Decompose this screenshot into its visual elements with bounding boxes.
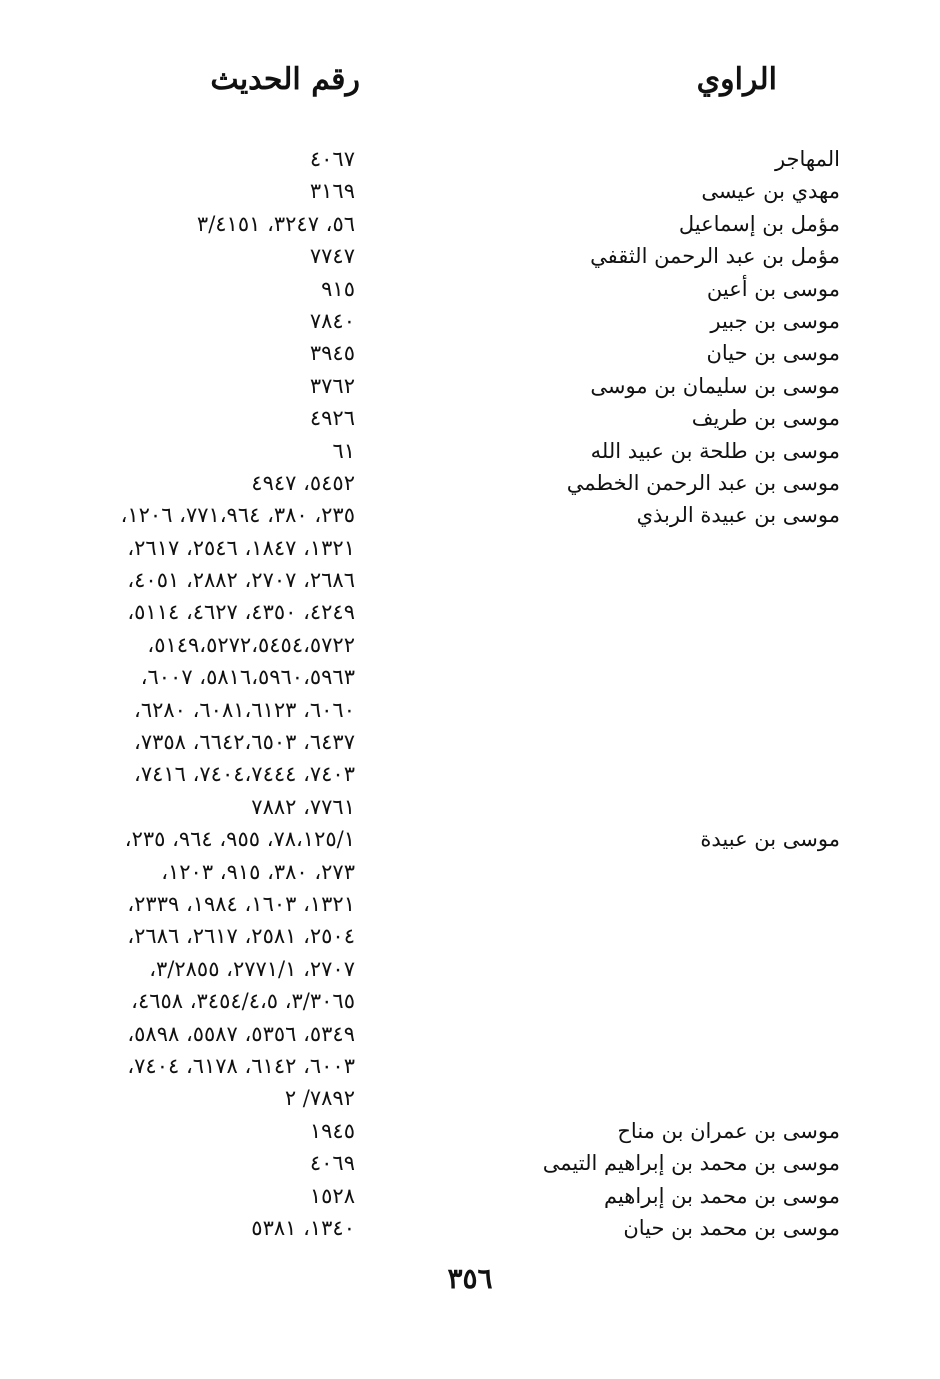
hadith-numbers: ٦١ xyxy=(332,438,355,463)
hadith-numbers: ٧٧٤٧ xyxy=(309,244,355,269)
narrator-name: موسى بن طريف xyxy=(691,406,840,431)
hadith-numbers: ٦٠٦٠، ٦٠٨١،٦١٢٣، ٦٢٨٠، xyxy=(134,697,355,722)
narrator-name: موسى بن حيان xyxy=(706,341,840,366)
index-row xyxy=(0,532,940,564)
index-row xyxy=(0,273,940,305)
index-row xyxy=(0,888,940,920)
narrator-name: موسى بن سليمان بن موسى xyxy=(590,373,840,398)
hadith-numbers: ٢٦٨٦، ٢٧٠٧، ٢٨٨٢، ٤٠٥١، xyxy=(127,568,355,593)
hadith-numbers: ١٣٢١، ١٦٠٣، ١٩٨٤، ٢٣٣٩، xyxy=(127,891,355,916)
index-row xyxy=(0,208,940,240)
hadith-numbers: ٤٩٢٦ xyxy=(309,406,355,431)
hadith-numbers: ٣١٦٩ xyxy=(309,179,355,204)
hadith-numbers: ٧٨٩٢/ ٢ xyxy=(284,1086,355,1111)
index-row xyxy=(0,791,940,823)
hadith-numbers: ٤٢٤٩، ٤٣٥٠، ٤٦٢٧، ٥١١٤، xyxy=(127,600,355,625)
hadith-numbers: ٣٩٤٥ xyxy=(309,341,355,366)
narrator-name: مؤمل بن إسماعيل xyxy=(678,211,840,236)
index-row xyxy=(0,467,940,499)
hadith-numbers: ٢٧٣، ٣٨٠، ٩١٥، ١٢٠٣، xyxy=(161,859,355,884)
hadith-numbers: ٥٦، ٣٢٤٧، ٣/٤١٥١ xyxy=(196,211,355,236)
index-row xyxy=(0,1115,940,1147)
index-row xyxy=(0,823,940,855)
hadith-number-column-header: رقم الحديث xyxy=(210,62,360,97)
hadith-numbers: ٢٧٠٧، ٢٧٧١/١، ٣/٢٨٥٥، xyxy=(149,956,355,981)
narrator-name: مؤمل بن عبد الرحمن الثقفي xyxy=(590,244,840,269)
index-row xyxy=(0,985,940,1017)
narrator-name: المهاجر xyxy=(774,147,840,171)
index-row xyxy=(0,1180,940,1212)
page-number: ٣٥٦ xyxy=(447,1262,493,1295)
index-row xyxy=(0,629,940,661)
hadith-numbers: ١٥٢٨ xyxy=(309,1183,355,1208)
index-row xyxy=(0,175,940,207)
hadith-numbers: ٢٣٥، ٣٨٠، ٧٧١،٩٦٤، ١٢٠٦، xyxy=(120,503,355,528)
index-row xyxy=(0,726,940,758)
index-row xyxy=(0,1082,940,1114)
index-row xyxy=(0,143,940,175)
narrator-name: موسى بن عبيدة xyxy=(700,827,840,852)
index-row xyxy=(0,661,940,693)
index-row xyxy=(0,856,940,888)
hadith-numbers: ٤٠٦٧ xyxy=(309,147,355,171)
narrator-name: موسى بن محمد بن إبراهيم التيمى xyxy=(542,1151,840,1176)
index-row xyxy=(0,1212,940,1244)
index-row xyxy=(0,370,940,402)
index-row xyxy=(0,920,940,952)
index-table xyxy=(0,143,940,1244)
hadith-numbers: ٢٥٠٤، ٢٥٨١، ٢٦١٧، ٢٦٨٦، xyxy=(127,924,355,949)
hadith-numbers: ٥٣٤٩، ٥٣٥٦، ٥٥٨٧، ٥٨٩٨، xyxy=(127,1021,355,1046)
hadith-numbers: ١٣٢١، ١٨٤٧، ٢٥٤٦، ٢٦١٧، xyxy=(127,535,355,560)
hadith-numbers: ٤٠٦٩ xyxy=(309,1151,355,1176)
hadith-numbers: ٥٨١٦،٥٩٦٠،٥٩٦٣، ٦٠٠٧، xyxy=(140,665,355,690)
hadith-numbers: ٥١٤٩،٥٢٧٢،٥٤٥٤،٥٧٢٢، xyxy=(147,632,355,657)
hadith-numbers: ١٣٤٠، ٥٣٨١ xyxy=(251,1215,355,1240)
narrator-name: موسى بن محمد بن إبراهيم xyxy=(603,1183,840,1208)
narrator-name: موسى بن طلحة بن عبيد الله xyxy=(590,438,840,463)
narrator-name: موسى بن أعين xyxy=(706,276,840,301)
index-row xyxy=(0,758,940,790)
hadith-numbers: ٧٧٦١، ٧٨٨٢ xyxy=(251,794,355,819)
narrator-name: مهدي بن عيسى xyxy=(701,179,840,204)
index-row xyxy=(0,1018,940,1050)
hadith-numbers: ٧٤٠٣، ٧٤٠٤،٧٤٤٤، ٧٤١٦، xyxy=(134,762,355,787)
hadith-numbers: ٧٨٤٠ xyxy=(309,308,355,333)
index-row xyxy=(0,596,940,628)
index-row xyxy=(0,1050,940,1082)
hadith-numbers: ٣٧٦٢ xyxy=(309,373,355,398)
index-row xyxy=(0,953,940,985)
hadith-numbers: ٧٨،١٢٥/١، ٩٥٥، ٩٦٤، ٢٣٥، xyxy=(124,827,355,852)
hadith-numbers: ٩١٥ xyxy=(321,276,355,301)
index-row xyxy=(0,240,940,272)
narrator-name: موسى بن محمد بن حيان xyxy=(623,1215,840,1240)
hadith-numbers: ١٩٤٥ xyxy=(309,1118,355,1143)
narrator-name: موسى بن عمران بن مناح xyxy=(617,1118,840,1143)
hadith-numbers: ٥٤٥٢، ٤٩٤٧ xyxy=(251,470,355,495)
hadith-numbers: ٣/٣٠٦٥، ٣٤٥٤/٤،٥، ٤٦٥٨، xyxy=(131,989,355,1014)
narrator-name: موسى بن جبير xyxy=(710,308,840,333)
index-row xyxy=(0,337,940,369)
index-row xyxy=(0,694,940,726)
narrator-column-header: الراوي xyxy=(696,62,777,97)
hadith-numbers: ٦٠٠٣، ٦١٤٢، ٦١٧٨، ٧٤٠٤، xyxy=(127,1053,355,1078)
index-row xyxy=(0,402,940,434)
index-row xyxy=(0,564,940,596)
index-row xyxy=(0,1147,940,1179)
index-row xyxy=(0,499,940,531)
narrator-name: موسى بن عبد الرحمن الخطمي xyxy=(566,470,840,495)
hadith-numbers: ٦٤٣٧، ٦٦٤٢،٦٥٠٣، ٧٣٥٨، xyxy=(134,730,355,755)
index-row xyxy=(0,435,940,467)
narrator-name: موسى بن عبيدة الربذي xyxy=(636,503,840,528)
index-row xyxy=(0,305,940,337)
